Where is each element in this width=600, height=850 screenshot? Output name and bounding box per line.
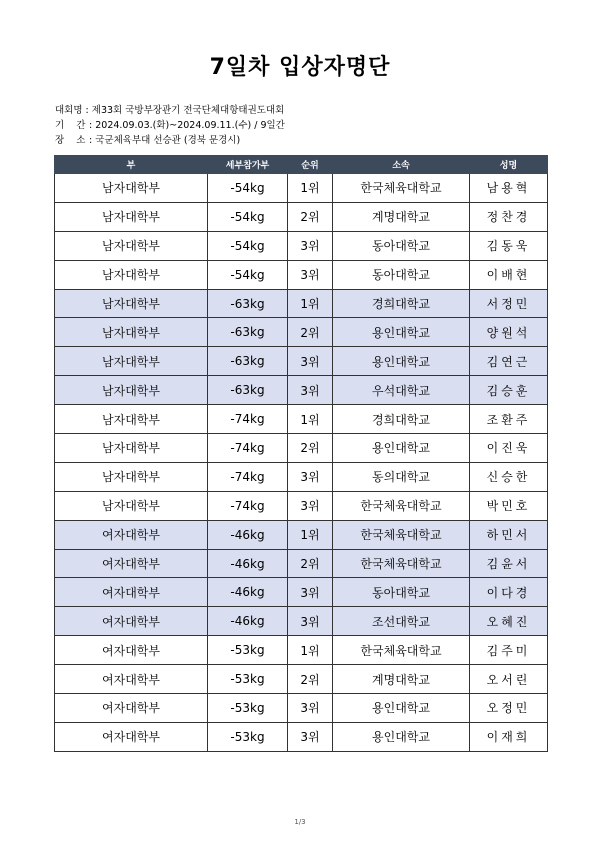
division-cell: 남자대학부 <box>55 260 208 289</box>
weight-class-cell: -54kg <box>208 260 288 289</box>
rank-cell: 1위 <box>288 636 333 665</box>
table-row <box>55 202 548 231</box>
team-cell: 한국체육대학교 <box>333 520 470 549</box>
weight-class-cell: -46kg <box>208 607 288 636</box>
division-cell: 남자대학부 <box>55 318 208 347</box>
name-cell: 하민서 <box>470 520 548 549</box>
table-row <box>55 722 548 751</box>
weight-class-cell: -54kg <box>208 174 288 203</box>
division-cell: 여자대학부 <box>55 607 208 636</box>
name-cell: 양원석 <box>470 318 548 347</box>
rank-cell: 1위 <box>288 520 333 549</box>
table-row <box>55 665 548 694</box>
rank-cell: 3위 <box>288 694 333 723</box>
rank-cell: 1위 <box>288 174 333 203</box>
weight-class-cell: -63kg <box>208 376 288 405</box>
weight-class-cell: -53kg <box>208 636 288 665</box>
weight-class-cell: -54kg <box>208 231 288 260</box>
event-label: 대회명 <box>55 105 83 116</box>
table-row <box>55 260 548 289</box>
venue-row: 장 소 : 국군체육부대 선승관 (경북 문경시) <box>55 135 241 146</box>
division-cell: 여자대학부 <box>55 520 208 549</box>
division-cell: 남자대학부 <box>55 405 208 434</box>
header-team: 소속 <box>333 156 470 174</box>
venue-value: 국군체육부대 선승관 (경북 문경시) <box>95 135 241 146</box>
division-cell: 남자대학부 <box>55 376 208 405</box>
name-cell: 남용혁 <box>470 174 548 203</box>
team-cell: 동아대학교 <box>333 231 470 260</box>
division-cell: 남자대학부 <box>55 434 208 463</box>
table-row <box>55 231 548 260</box>
weight-class-cell: -74kg <box>208 491 288 520</box>
division-cell: 여자대학부 <box>55 578 208 607</box>
name-cell: 오정민 <box>470 694 548 723</box>
table-row <box>55 694 548 723</box>
team-cell: 동아대학교 <box>333 578 470 607</box>
team-cell: 용인대학교 <box>333 694 470 723</box>
weight-class-cell: -53kg <box>208 722 288 751</box>
weight-class-cell: -63kg <box>208 318 288 347</box>
header-rank: 순위 <box>288 156 333 174</box>
rank-cell: 3위 <box>288 231 333 260</box>
period-row: 기 간 : 2024.09.03.(화)~2024.09.11.(수) / 9일간 <box>55 120 285 131</box>
team-cell: 경희대학교 <box>333 405 470 434</box>
weight-class-cell: -54kg <box>208 202 288 231</box>
event-name-row: 대회명 : 제33회 국방부장관기 전국단체대항태권도대회 <box>55 105 285 116</box>
rank-cell: 3위 <box>288 376 333 405</box>
period-label: 기 간 <box>55 120 86 131</box>
name-cell: 오혜진 <box>470 607 548 636</box>
rank-cell: 3위 <box>288 491 333 520</box>
team-cell: 조선대학교 <box>333 607 470 636</box>
table-row <box>55 434 548 463</box>
team-cell: 동아대학교 <box>333 260 470 289</box>
rank-cell: 2위 <box>288 665 333 694</box>
table-row <box>55 636 548 665</box>
name-cell: 박민호 <box>470 491 548 520</box>
team-cell: 용인대학교 <box>333 722 470 751</box>
event-value: 제33회 국방부장관기 전국단체대항태권도대회 <box>91 105 285 116</box>
table-row <box>55 578 548 607</box>
division-cell: 여자대학부 <box>55 549 208 578</box>
table-row <box>55 376 548 405</box>
weight-class-cell: -74kg <box>208 405 288 434</box>
header-division: 부 <box>55 156 208 174</box>
team-cell: 동의대학교 <box>333 462 470 491</box>
team-cell: 경희대학교 <box>333 289 470 318</box>
name-cell: 정찬경 <box>470 202 548 231</box>
division-cell: 여자대학부 <box>55 665 208 694</box>
rank-cell: 1위 <box>288 289 333 318</box>
weight-class-cell: -53kg <box>208 694 288 723</box>
team-cell: 계명대학교 <box>333 202 470 231</box>
rank-cell: 3위 <box>288 607 333 636</box>
rank-cell: 2위 <box>288 202 333 231</box>
division-cell: 남자대학부 <box>55 174 208 203</box>
table-row <box>55 405 548 434</box>
table-row <box>55 549 548 578</box>
table-row <box>55 520 548 549</box>
rank-cell: 3위 <box>288 260 333 289</box>
division-cell: 남자대학부 <box>55 491 208 520</box>
weight-class-cell: -46kg <box>208 549 288 578</box>
rank-cell: 3위 <box>288 578 333 607</box>
division-cell: 남자대학부 <box>55 462 208 491</box>
division-cell: 여자대학부 <box>55 636 208 665</box>
name-cell: 김승훈 <box>470 376 548 405</box>
name-cell: 이배현 <box>470 260 548 289</box>
rank-cell: 3위 <box>288 722 333 751</box>
table-row <box>55 318 548 347</box>
rank-cell: 2위 <box>288 549 333 578</box>
weight-class-cell: -63kg <box>208 347 288 376</box>
name-cell: 이다경 <box>470 578 548 607</box>
weight-class-cell: -46kg <box>208 520 288 549</box>
event-info <box>55 103 285 148</box>
table-row <box>55 174 548 203</box>
weight-class-cell: -63kg <box>208 289 288 318</box>
team-cell: 용인대학교 <box>333 434 470 463</box>
name-cell: 이재희 <box>470 722 548 751</box>
name-cell: 김동욱 <box>470 231 548 260</box>
weight-class-cell: -74kg <box>208 434 288 463</box>
name-cell: 이진욱 <box>470 434 548 463</box>
name-cell: 신승한 <box>470 462 548 491</box>
team-cell: 용인대학교 <box>333 347 470 376</box>
table-row <box>55 607 548 636</box>
team-cell: 한국체육대학교 <box>333 491 470 520</box>
winners-table <box>54 155 548 752</box>
page-number: 1/3 <box>294 818 306 826</box>
name-cell: 김윤서 <box>470 549 548 578</box>
division-cell: 남자대학부 <box>55 347 208 376</box>
venue-label: 장 소 <box>55 135 86 146</box>
rank-cell: 1위 <box>288 405 333 434</box>
division-cell: 여자대학부 <box>55 722 208 751</box>
page-title: 7일차 입상자명단 <box>209 55 391 80</box>
table-row <box>55 347 548 376</box>
table-row <box>55 289 548 318</box>
name-cell: 조환주 <box>470 405 548 434</box>
team-cell: 한국체육대학교 <box>333 174 470 203</box>
team-cell: 계명대학교 <box>333 665 470 694</box>
team-cell: 한국체육대학교 <box>333 636 470 665</box>
division-cell: 남자대학부 <box>55 289 208 318</box>
rank-cell: 2위 <box>288 434 333 463</box>
rank-cell: 3위 <box>288 462 333 491</box>
name-cell: 김주미 <box>470 636 548 665</box>
name-cell: 서정민 <box>470 289 548 318</box>
table-row <box>55 491 548 520</box>
header-name: 성명 <box>470 156 548 174</box>
division-cell: 남자대학부 <box>55 202 208 231</box>
table-row <box>55 462 548 491</box>
table-header-row <box>55 156 548 174</box>
period-value: 2024.09.03.(화)~2024.09.11.(수) / 9일간 <box>95 120 285 131</box>
team-cell: 용인대학교 <box>333 318 470 347</box>
weight-class-cell: -53kg <box>208 665 288 694</box>
team-cell: 우석대학교 <box>333 376 470 405</box>
rank-cell: 3위 <box>288 347 333 376</box>
rank-cell: 2위 <box>288 318 333 347</box>
name-cell: 오서린 <box>470 665 548 694</box>
weight-class-cell: -46kg <box>208 578 288 607</box>
weight-class-cell: -74kg <box>208 462 288 491</box>
name-cell: 김연근 <box>470 347 548 376</box>
team-cell: 한국체육대학교 <box>333 549 470 578</box>
header-weight-class: 세부참가부 <box>208 156 288 174</box>
division-cell: 남자대학부 <box>55 231 208 260</box>
division-cell: 여자대학부 <box>55 694 208 723</box>
